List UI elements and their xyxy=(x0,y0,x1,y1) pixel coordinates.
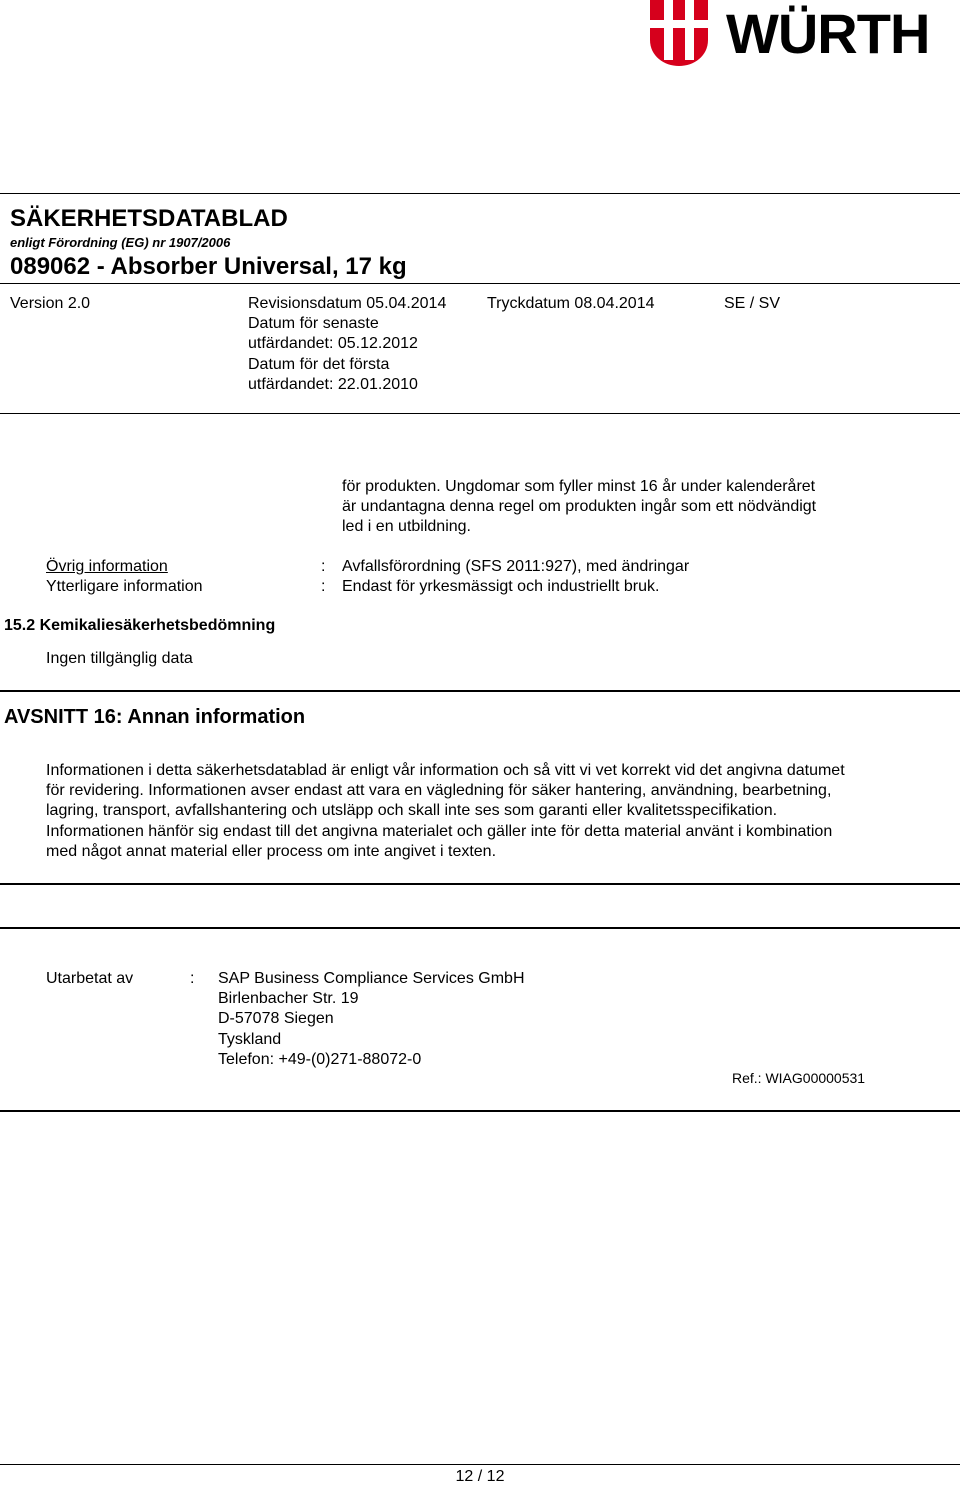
prepared-by-label: Utarbetat av xyxy=(46,970,134,987)
footer-rule xyxy=(0,1464,960,1465)
ovrig-information-link[interactable]: Övrig information xyxy=(46,558,168,575)
print-date: Tryckdatum 08.04.2014 xyxy=(487,295,655,312)
address-line: Birlenbacher Str. 19 xyxy=(218,990,359,1008)
revision-line: utfärdandet: 22.01.2010 xyxy=(248,375,418,393)
version-label: Version 2.0 xyxy=(10,295,91,312)
continued-line: för produkten. Ungdomar som fyller minst 16 år under kalenderåret xyxy=(342,478,816,495)
address-line: Telefon: +49-(0)271-88072-0 xyxy=(218,1050,422,1068)
row-colon: : xyxy=(321,558,326,575)
revision-line: utfärdandet: 05.12.2012 xyxy=(248,335,418,353)
section16-heading: AVSNITT 16: Annan information xyxy=(4,706,306,728)
paragraph-line: Informationen i detta säkerhetsdatablad är enligt vår information och så vitt vi vet korrekt vid det angivna datumet xyxy=(46,762,845,779)
wurth-logo xyxy=(648,0,958,68)
product-title-rule xyxy=(0,283,960,284)
header-top-rule xyxy=(0,193,960,194)
revision-line: Datum för det första xyxy=(248,355,390,373)
revision-line: Datum för senaste xyxy=(248,315,379,333)
regulation-subtitle: enligt Förordning (EG) nr 1907/2006 xyxy=(10,235,231,250)
wurth-logo-emblem xyxy=(648,0,710,68)
section16-paragraph xyxy=(46,761,845,862)
revision-dates xyxy=(248,294,446,395)
section16-bottom-rule xyxy=(0,883,960,885)
continued-text xyxy=(342,477,816,538)
address-line: D-57078 Siegen xyxy=(218,1010,334,1028)
header-bottom-rule xyxy=(0,413,960,414)
document-title: SÄKERHETSDATABLAD xyxy=(10,205,288,232)
continued-line: led i en utbildning. xyxy=(342,518,471,536)
section16-top-rule xyxy=(0,690,960,692)
ytterligare-information-label: Ytterligare information xyxy=(46,578,203,595)
address-line: Tyskland xyxy=(218,1030,282,1048)
subsection-heading-15-2: 15.2 Kemikaliesäkerhetsbedömning xyxy=(4,617,276,634)
paragraph-line: lagring, transport, avfallshantering och utsläpp och skall inte ses som garanti eller kvalitetsspecifikation. xyxy=(46,802,778,820)
logo-wordmark: WÜRTH xyxy=(726,2,930,65)
ovrig-information-value: Avfallsförordning (SFS 2011:927), med ändringar xyxy=(342,558,690,575)
prepared-bottom-rule xyxy=(0,1110,960,1112)
prepared-top-rule xyxy=(0,927,960,929)
prepared-by-colon: : xyxy=(190,970,195,987)
address-line: SAP Business Compliance Services GmbH xyxy=(218,970,525,987)
locale-label: SE / SV xyxy=(724,295,781,312)
subsection-text: Ingen tillgänglig data xyxy=(46,650,193,667)
revision-line: Revisionsdatum 05.04.2014 xyxy=(248,295,447,312)
ytterligare-information-value: Endast för yrkesmässigt och industriellt bruk. xyxy=(342,578,660,595)
row-colon: : xyxy=(321,578,326,595)
prepared-by-address xyxy=(218,969,525,1070)
page-number: 12 / 12 xyxy=(455,1468,505,1485)
continued-line: är undantagna denna regel om produkten ingår som ett nödvändigt xyxy=(342,498,817,516)
paragraph-line: Informationen hänför sig endast till det angivna materialet och gäller inte för detta material använt i kombination xyxy=(46,822,833,840)
paragraph-line: för revidering. Informationen avser endast att vara en vägledning för säker hantering, användning, bearbetning, xyxy=(46,782,832,800)
paragraph-line: med något annat material eller process om inte angivet i texten. xyxy=(46,842,497,860)
reference-number: Ref.: WIAG00000531 xyxy=(732,1070,866,1086)
product-title: 089062 - Absorber Universal, 17 kg xyxy=(10,253,407,280)
